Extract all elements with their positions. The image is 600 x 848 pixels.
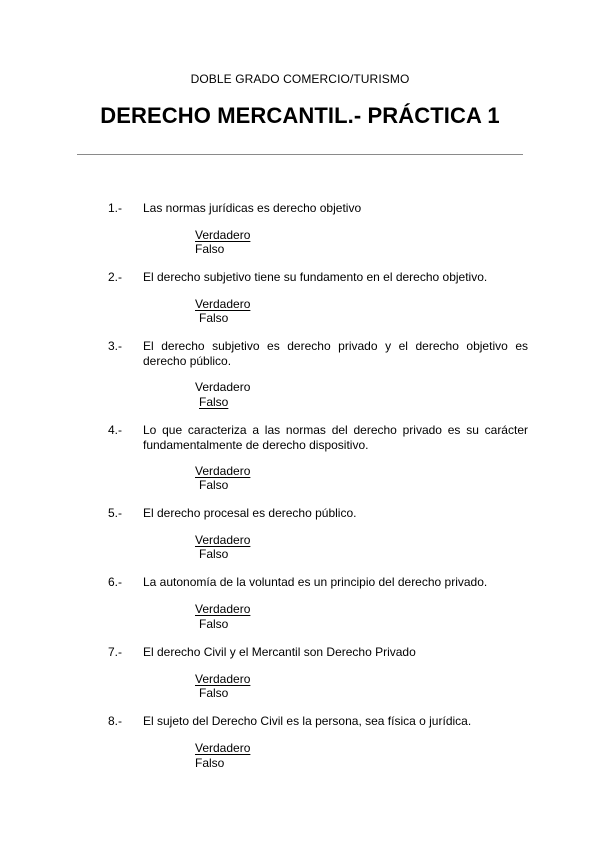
- question-text: El derecho subjetivo es derecho privado y el derecho objetivo es derecho público.: [143, 339, 528, 368]
- option-true[interactable]: Verdadero: [195, 741, 251, 755]
- question-number: 2.-: [108, 270, 123, 284]
- question-text: El derecho Civil y el Mercantil son Derecho Privado: [143, 645, 416, 659]
- option-false[interactable]: Falso: [199, 311, 229, 325]
- option-true[interactable]: Verdadero: [195, 602, 251, 616]
- question-number: 4.-: [108, 423, 123, 437]
- course-subtitle: DOBLE GRADO COMERCIO/TURISMO: [190, 72, 410, 86]
- option-false[interactable]: Falso: [199, 395, 229, 409]
- question-text: Lo que caracteriza a las normas del derecho privado es su carácter fundamentalmente de derecho dispositivo.: [143, 423, 528, 452]
- question-text: Las normas jurídicas es derecho objetivo: [143, 201, 362, 215]
- question-text: El derecho procesal es derecho público.: [143, 506, 357, 520]
- question-number: 5.-: [108, 506, 123, 520]
- question-number: 7.-: [108, 645, 123, 659]
- option-true[interactable]: Verdadero: [195, 380, 251, 394]
- question-text: El sujeto del Derecho Civil es la persona, sea física o jurídica.: [143, 714, 472, 728]
- page-title: DERECHO MERCANTIL.- PRÁCTICA 1: [100, 103, 500, 128]
- question-number: 1.-: [108, 201, 123, 215]
- option-true[interactable]: Verdadero: [195, 672, 251, 686]
- question-text: La autonomía de la voluntad es un principio del derecho privado.: [143, 575, 488, 589]
- option-false[interactable]: Falso: [195, 756, 225, 770]
- question-text: El derecho subjetivo tiene su fundamento en el derecho objetivo.: [143, 270, 488, 284]
- option-false[interactable]: Falso: [195, 242, 225, 256]
- option-true[interactable]: Verdadero: [195, 533, 251, 547]
- option-false[interactable]: Falso: [199, 686, 229, 700]
- option-true[interactable]: Verdadero: [195, 464, 251, 478]
- question-number: 8.-: [108, 714, 123, 728]
- option-false[interactable]: Falso: [199, 617, 229, 631]
- title-divider: [77, 154, 523, 155]
- option-true[interactable]: Verdadero: [195, 297, 251, 311]
- question-number: 3.-: [108, 339, 123, 353]
- option-false[interactable]: Falso: [199, 478, 229, 492]
- option-false[interactable]: Falso: [199, 547, 229, 561]
- option-true[interactable]: Verdadero: [195, 228, 251, 242]
- question-number: 6.-: [108, 575, 123, 589]
